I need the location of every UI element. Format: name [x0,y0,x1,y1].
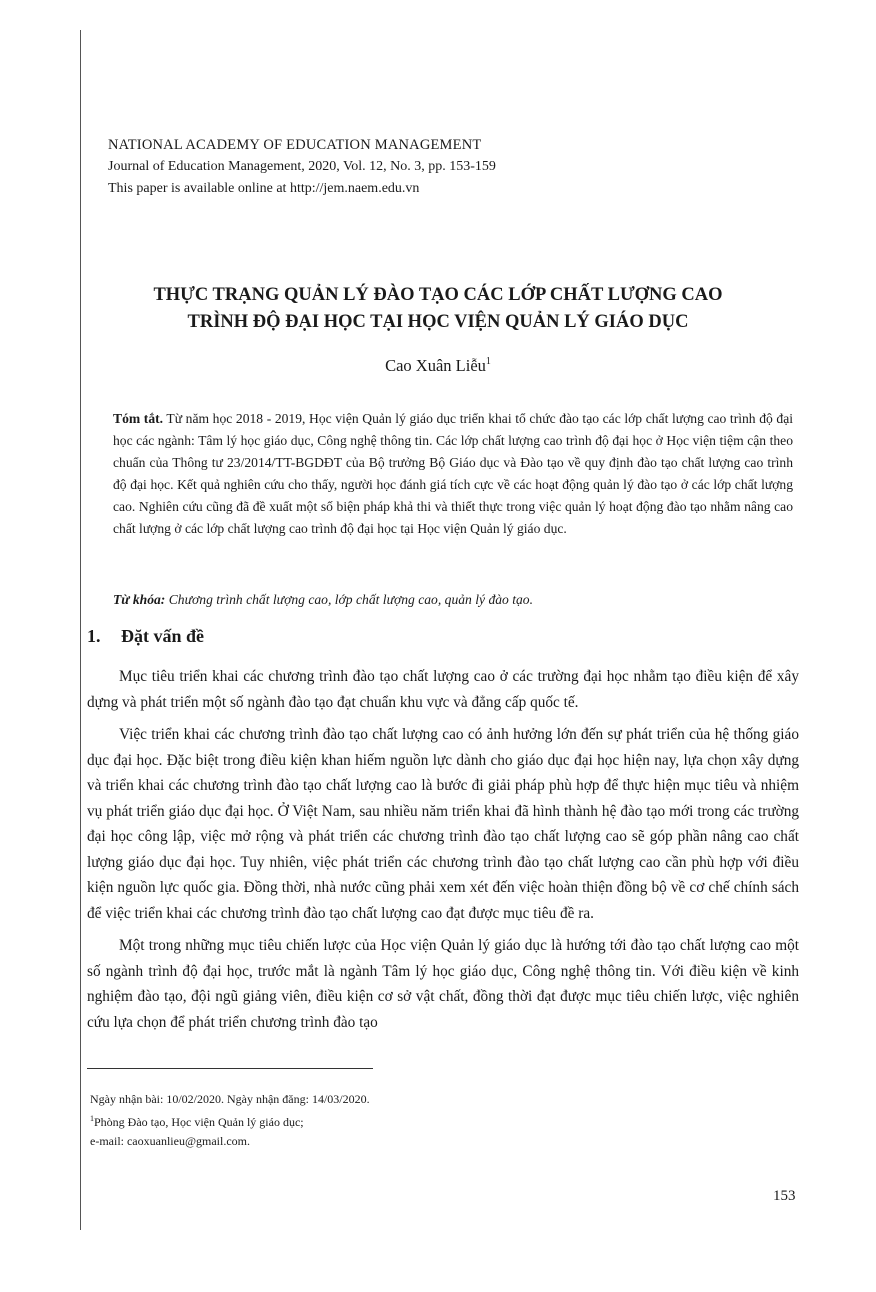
footnote-affiliation-mark: 1 [90,1114,94,1123]
author [0,356,876,376]
abstract-label: Tóm tắt. [113,411,164,426]
body-text [87,664,799,1042]
page-number: 153 [773,1188,796,1204]
title-line-2: TRÌNH ĐỘ ĐẠI HỌC TẠI HỌC VIỆN QUẢN LÝ GIÁO DỤC [187,312,689,332]
section-heading [87,626,204,647]
left-margin-rule [80,30,81,1230]
paper-title [0,282,876,336]
keywords-text: Chương trình chất lượng cao, lớp chất lượng cao, quản lý đào tạo. [168,592,534,607]
header-journal-citation: Journal of Education Management, 2020, Vol. 12, No. 3, pp. 153-159 [108,159,496,174]
keywords-label: Từ khóa: [113,592,166,607]
section-title: Đặt vấn đề [121,626,205,646]
paragraph: Một trong những mục tiêu chiến lược của Học viện Quản lý giáo dục là hướng tới đào tạo chất lượng cao một số ngành trình độ đại học, trước mắt là ngành Tâm lý học giáo dục, Công nghệ thông tin. Với điều kiện về kinh nghiệm đào tạo, đội ngũ giảng viên, điều kiện cơ sở vật chất, đồng thời đạt được mục tiêu chiến lược, việc nghiên cứu lựa chọn để phát triển chương trình đào tạo [87,937,799,1031]
footnote-affiliation [90,1109,370,1132]
footnote-email: e-mail: caoxuanlieu@gmail.com. [90,1134,250,1148]
header-availability: This paper is available online at http://jem.naem.edu.vn [108,181,420,196]
keywords [113,592,793,608]
paragraph: Mục tiêu triển khai các chương trình đào tạo chất lượng cao ở các trường đại học nhằm tạo điều kiện để xây dựng và phát triển một số ngành đào tạo đạt chuẩn khu vực và đẳng cấp quốc tế. [87,668,799,711]
abstract [113,408,793,540]
abstract-text: Từ năm học 2018 - 2019, Học viện Quản lý giáo dục triển khai tổ chức đào tạo các lớp chất lượng cao trình độ đại học các ngành: Tâm lý học giáo dục, Công nghệ thông tin. Các lớp chất lượng cao trình độ đại học ở Học viện tiệm cận theo chuẩn của Thông tư 23/2014/TT-BGDĐT của Bộ trưởng Bộ Giáo dục và Đào tạo về quy định đào tạo chất lượng cao trình độ đại học. Kết quả nghiên cứu cho thấy, người học đánh giá tích cực về các hoạt động quản lý đào tạo ở các lớp chất lượng cao. Nghiên cứu cũng đã đề xuất một số biện pháp khả thi và thiết thực trong việc quản lý hoạt động đào tạo nhằm nâng cao chất lượng ở các lớp chất lượng cao trình độ đại học tại Học viện Quản lý giáo dục. [113,411,794,536]
paragraph: Việc triển khai các chương trình đào tạo chất lượng cao có ảnh hưởng lớn đến sự phát triển của hệ thống giáo dục đại học. Đặc biệt trong điều kiện khan hiếm nguồn lực dành cho giáo dục đại học hiện nay, lựa chọn xây dựng và triển khai các chương trình đào tạo chất lượng cao là bước đi giải pháp phù hợp để thực hiện mục tiêu và nhiệm vụ phát triển giáo dục đại học. Ở Việt Nam, sau nhiều năm triển khai đã hình thành hệ đào tạo mới trong các trường đại học công lập, việc mở rộng và phát triển các chương trình đào tạo chất lượng cao sẽ góp phần nâng cao chất lượng giáo dục đại học. Tuy nhiên, việc phát triển các chương trình đào tạo chất lượng cao cần phù hợp với điều kiện nguồn lực quốc gia. Đồng thời, nhà nước cũng phải xem xét đến việc hoàn thiện đồng bộ về cơ chế chính sách để việc triển khai các chương trình đào tạo chất lượng cao đạt được mục tiêu đề ra. [87,726,799,922]
title-line-1: THỰC TRẠNG QUẢN LÝ ĐÀO TẠO CÁC LỚP CHẤT LƯỢNG CAO [153,285,723,305]
header-organization: NATIONAL ACADEMY OF EDUCATION MANAGEMENT [108,137,482,153]
author-name: Cao Xuân Liễu [385,356,486,375]
section-number: 1. [87,626,101,646]
footnote-affiliation-text: Phòng Đào tạo, Học viện Quản lý giáo dục; [94,1115,304,1129]
footnote-rule [87,1068,373,1069]
footnote-received: Ngày nhận bài: 10/02/2020. Ngày nhận đăng: 14/03/2020. [90,1092,370,1106]
footnotes [90,1090,370,1151]
author-affiliation-mark: 1 [485,356,491,367]
journal-header [108,134,496,200]
